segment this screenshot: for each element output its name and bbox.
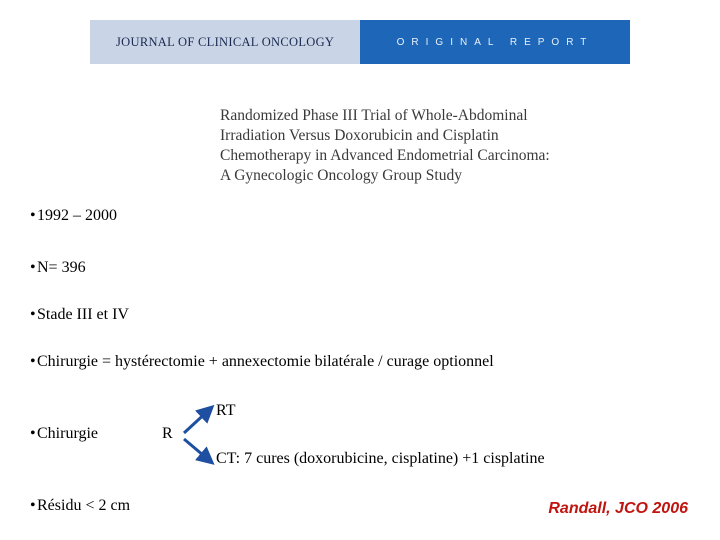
arrow-to-rt <box>184 409 210 433</box>
bullet-period-text: 1992 – 2000 <box>37 207 117 224</box>
bullet-residual-text: Résidu < 2 cm <box>37 497 131 514</box>
bullet-marker: • <box>30 353 36 370</box>
bullet-residual <box>30 497 130 515</box>
bullet-period <box>30 207 117 225</box>
bullet-marker: • <box>30 259 36 276</box>
bullet-surgery <box>30 425 98 443</box>
bullet-marker: • <box>30 425 36 442</box>
bullet-marker: • <box>30 497 36 514</box>
journal-name: JOURNAL OF CLINICAL ONCOLOGY <box>116 34 335 49</box>
arm-ct: CT: 7 cures (doxorubicine, cisplatine) +1 cisplatine <box>216 450 545 467</box>
article-title-line: Irradiation Versus Doxorubicin and Cisplatin <box>220 127 499 144</box>
report-type: ORIGINAL REPORT <box>396 36 594 48</box>
bullet-stage <box>30 306 129 324</box>
bullet-marker: • <box>30 207 36 224</box>
report-type-panel <box>360 20 630 64</box>
article-title <box>220 106 620 186</box>
bullet-stage-text: Stade III et IV <box>37 306 129 323</box>
article-title-line: A Gynecologic Oncology Group Study <box>220 167 462 184</box>
article-title-line: Randomized Phase III Trial of Whole-Abdominal <box>220 107 528 124</box>
arm-rt: RT <box>216 402 236 419</box>
bullet-surgery-detail <box>30 353 494 371</box>
bullet-n-text: N= 396 <box>37 259 86 276</box>
arrow-to-ct <box>184 439 210 461</box>
journal-banner <box>90 20 630 64</box>
citation: Randall, JCO 2006 <box>548 500 688 517</box>
randomization-arrows <box>180 395 220 475</box>
randomization-label: R <box>162 425 173 442</box>
bullet-surgery-detail-text: Chirurgie = hystérectomie + annexectomie bilatérale / curage optionnel <box>37 353 494 370</box>
bullet-marker: • <box>30 306 36 323</box>
bullet-surgery-text: Chirurgie <box>37 425 99 442</box>
bullet-n <box>30 259 86 277</box>
journal-name-panel <box>90 20 360 64</box>
article-title-line: Chemotherapy in Advanced Endometrial Carcinoma: <box>220 147 550 164</box>
